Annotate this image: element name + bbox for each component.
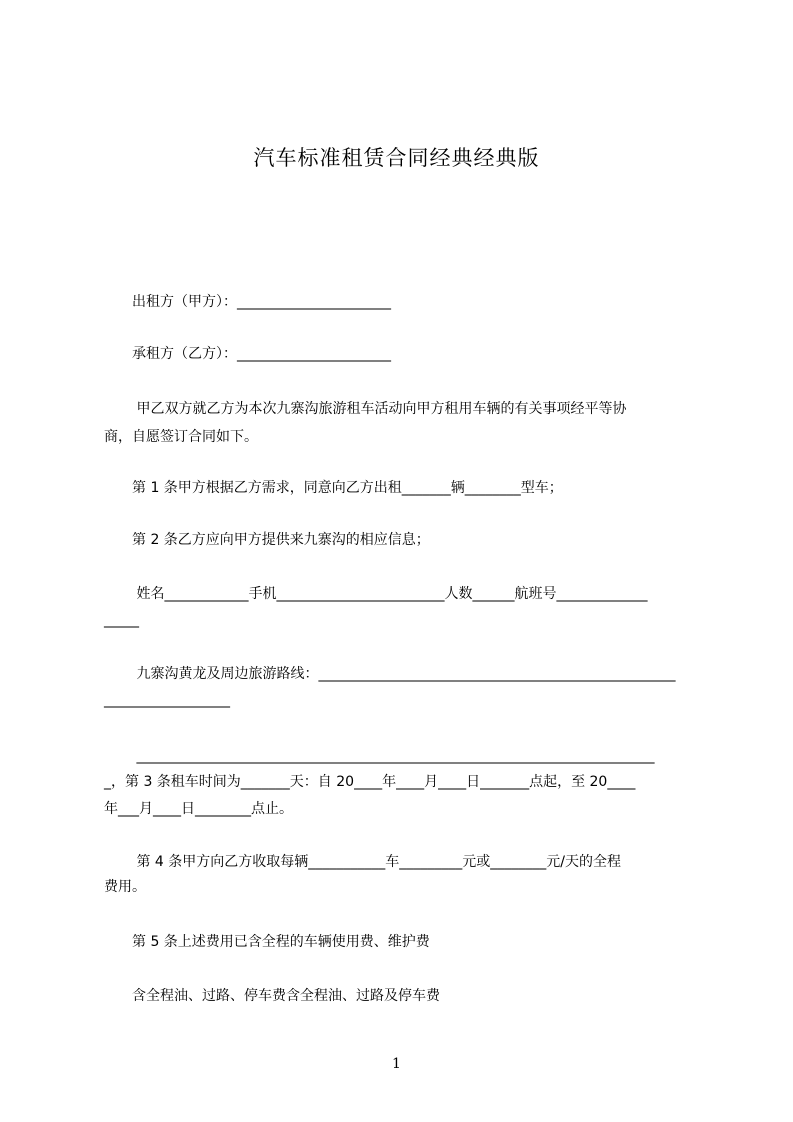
lessor-line: 出租方（甲方）：______________________ [104,294,391,310]
clause-4-line-2: 费用。 [104,879,146,895]
clause-1: 第 1 条甲方根据乙方需求，同意向乙方出租_______辆________型车； [104,480,563,496]
clause-3-line-2: 年___月____日________点止。 [104,801,293,817]
lessee-line: 承租方（乙方）：______________________ [104,346,391,362]
clause-3-line-1: _，第 3 条租车时间为_______天：自 20____年____月____日_______点起，至 20____ [104,774,636,790]
document-title: 汽车标准租赁合同经典经典版 [253,146,540,170]
passenger-info-line-2: _____ [104,612,139,628]
clause-4-line-1: 第 4 条甲方向乙方收取每辆___________车_________元或________元/天的全程 [104,854,621,870]
route-line-2: __________________ [104,692,230,708]
preamble-line-1: 甲乙双方就乙方为本次九寨沟旅游租车活动向甲方租用车辆的有关事项经平等协 [104,401,627,417]
page-number: 1 [392,1056,401,1072]
preamble-line-2: 商，自愿签订合同如下。 [104,429,258,445]
clause-5-detail: 含全程油、过路、停车费含全程油、过路及停车费 [104,988,440,1004]
clause-5: 第 5 条上述费用已含全程的车辆使用费、维护费 [104,934,430,950]
route-line-1: 九寨沟黄龙及周边旅游路线：___________________________________________________ [104,666,676,682]
clause-2: 第 2 条乙方应向甲方提供来九寨沟的相应信息； [104,532,430,548]
route-blank-line: __________________________________________________________________________ [104,748,655,764]
passenger-info-line-1: 姓名____________手机________________________人数______航班号_____________ [104,586,648,602]
